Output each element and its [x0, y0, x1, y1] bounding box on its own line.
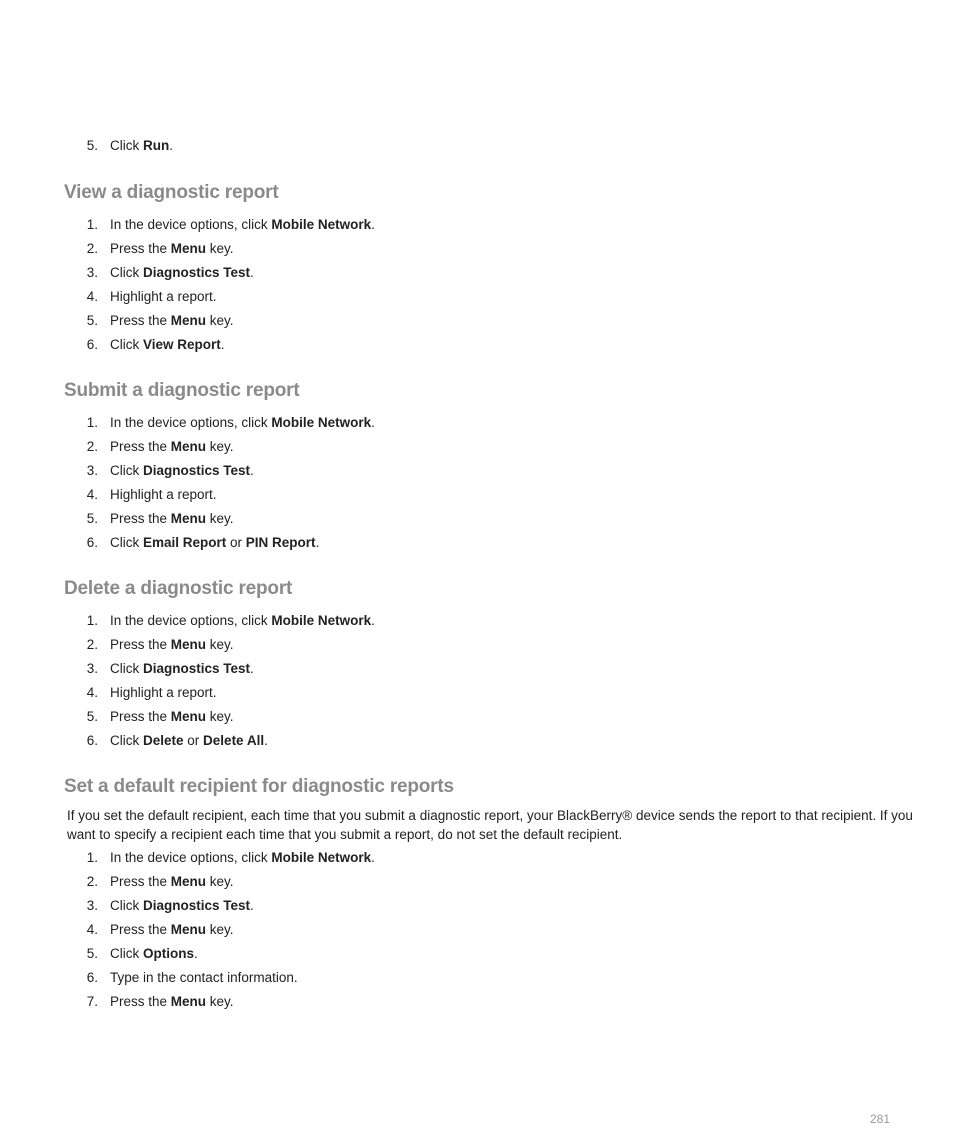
step-number: 5.	[86, 511, 98, 526]
step-text-part: .	[250, 463, 254, 478]
step-number: 3.	[86, 265, 98, 280]
step-number: 5.	[86, 709, 98, 724]
heading-submit-diagnostic-report: Submit a diagnostic report	[64, 380, 300, 401]
ui-term: Menu	[170, 709, 207, 724]
step-text	[110, 894, 254, 918]
heading-delete-diagnostic-report: Delete a diagnostic report	[64, 578, 293, 599]
step-text-part: In the device options, click	[110, 613, 272, 628]
step-text-part: .	[169, 138, 174, 153]
ui-term: Delete	[143, 733, 184, 748]
step-text-part: Click	[110, 898, 143, 913]
ui-term: Diagnostics Test	[143, 463, 251, 478]
step-text-part: key.	[206, 313, 234, 328]
step-text-part: Press the	[110, 313, 171, 328]
step-text	[110, 918, 234, 942]
ui-term: PIN Report	[245, 535, 316, 550]
step-number: 4.	[86, 289, 98, 304]
ui-term: Menu	[170, 637, 207, 652]
step-text-part: In the device options, click	[110, 415, 272, 430]
step-text-part: Press the	[110, 241, 171, 256]
step-text-part: Type in the contact information.	[110, 970, 298, 985]
step-text-part: or	[226, 535, 246, 550]
page-number: 281	[869, 1112, 890, 1126]
step-text-part: key.	[206, 922, 234, 937]
ui-term: Menu	[170, 922, 207, 937]
ui-term: Mobile Network	[271, 613, 372, 628]
step-text-part: .	[250, 265, 254, 280]
step-text-part: Highlight a report.	[110, 289, 217, 304]
step-text	[110, 285, 217, 309]
step-number: 3.	[86, 898, 98, 913]
step-number: 3.	[86, 463, 98, 478]
step-text	[110, 990, 234, 1014]
ui-term: Menu	[170, 313, 207, 328]
step-text-part: In the device options, click	[110, 217, 272, 232]
step-text-part: Click	[110, 535, 143, 550]
ui-term: Options	[143, 946, 194, 961]
step-text-part: Press the	[110, 874, 171, 889]
step-text-part: key.	[206, 511, 234, 526]
ui-term: Run	[143, 138, 170, 153]
ui-term: Menu	[170, 511, 207, 526]
ui-term: Email Report	[143, 535, 227, 550]
step-text-part: key.	[206, 874, 234, 889]
step-number: 2.	[86, 874, 98, 889]
step-number: 4.	[86, 487, 98, 502]
step-text-part: or	[183, 733, 204, 748]
step-number: 4.	[86, 922, 98, 937]
step-text-part: In the device options, click	[110, 850, 272, 865]
step-number: 1.	[86, 613, 98, 628]
step-text-part: Click	[110, 337, 143, 352]
step-text	[110, 309, 234, 333]
step-number: 2.	[86, 637, 98, 652]
step-text	[110, 435, 234, 459]
step-number: 2.	[86, 439, 98, 454]
step-text-part: Press the	[110, 709, 171, 724]
step-text-part: key.	[206, 241, 234, 256]
step-number: 6.	[86, 970, 98, 985]
step-number: 5.	[86, 946, 98, 961]
step-number: 2.	[86, 241, 98, 256]
step-number: 7.	[86, 994, 98, 1009]
step-text	[110, 459, 254, 483]
step-text	[110, 633, 234, 657]
intro-paragraph: If you set the default recipient, each time that you submit a diagnostic report, your BlackBerry® device sends the report to that recipient. If you want to specify a recipient each time that you submit a report, do not set the default recipient.	[67, 808, 913, 842]
step-text-part: Highlight a report.	[110, 685, 217, 700]
step-text-part: Press the	[110, 994, 171, 1009]
step-text	[110, 261, 254, 285]
step-text-part: key.	[206, 637, 234, 652]
step-number: 1.	[86, 415, 98, 430]
ui-term: Diagnostics Test	[143, 265, 251, 280]
ui-term: Mobile Network	[271, 217, 372, 232]
step-text-part: .	[250, 898, 254, 913]
step-text	[110, 483, 217, 507]
step-number: 5.	[86, 313, 98, 328]
step-text-part: Press the	[110, 439, 171, 454]
step-number: 6.	[86, 535, 98, 550]
step-text	[110, 213, 375, 237]
ui-term: View Report	[143, 337, 221, 352]
step-text-part: .	[371, 415, 375, 430]
ui-term: Mobile Network	[271, 415, 372, 430]
step-text-part: Highlight a report.	[110, 487, 217, 502]
ui-term: Menu	[170, 241, 207, 256]
step-text-part: .	[371, 613, 375, 628]
step-text	[110, 705, 234, 729]
step-text	[110, 411, 375, 435]
step-number: 3.	[86, 661, 98, 676]
step-number: 6.	[86, 733, 98, 748]
step-text-part: .	[264, 733, 268, 748]
step-text	[110, 729, 268, 753]
step-text-part: Click	[110, 463, 143, 478]
ui-term: Menu	[170, 874, 207, 889]
ui-term: Mobile Network	[271, 850, 372, 865]
step-text	[110, 681, 217, 705]
step-number: 5.	[86, 138, 98, 153]
step-text	[110, 966, 298, 990]
step-text	[110, 531, 319, 555]
ui-term: Diagnostics Test	[143, 898, 251, 913]
step-text-part: .	[371, 217, 375, 232]
ui-term: Delete All	[203, 733, 265, 748]
step-text-part: key.	[206, 439, 234, 454]
step-text-part: Click	[110, 946, 143, 961]
ui-term: Menu	[170, 994, 207, 1009]
step-text	[110, 942, 198, 966]
step-text-part: Click	[110, 265, 143, 280]
step-number: 4.	[86, 685, 98, 700]
step-number: 6.	[86, 337, 98, 352]
step-number: 1.	[86, 217, 98, 232]
step-text	[110, 657, 254, 681]
step-text	[110, 507, 234, 531]
step-text-part: .	[371, 850, 375, 865]
step-text-part: .	[315, 535, 320, 550]
heading-view-diagnostic-report: View a diagnostic report	[64, 182, 279, 203]
step-text-part: key.	[206, 994, 234, 1009]
step-text-part: Click	[110, 733, 143, 748]
heading-set-default-recipient: Set a default recipient for diagnostic reports	[64, 776, 454, 797]
step-text	[110, 333, 225, 357]
step-text-part: .	[250, 661, 254, 676]
step-text-part: Press the	[110, 511, 171, 526]
step-text-part: .	[194, 946, 198, 961]
step-text-part: Press the	[110, 922, 171, 937]
step-text	[110, 846, 375, 870]
step-text-part: key.	[206, 709, 234, 724]
step-number: 1.	[86, 850, 98, 865]
step-text-part: Click	[110, 138, 143, 153]
step-text	[110, 237, 234, 261]
ui-term: Diagnostics Test	[143, 661, 251, 676]
step-text	[110, 134, 173, 158]
step-text-part: Press the	[110, 637, 171, 652]
step-text-part: .	[220, 337, 225, 352]
step-text	[110, 870, 234, 894]
step-text	[110, 609, 375, 633]
ui-term: Menu	[170, 439, 207, 454]
step-text-part: Click	[110, 661, 143, 676]
